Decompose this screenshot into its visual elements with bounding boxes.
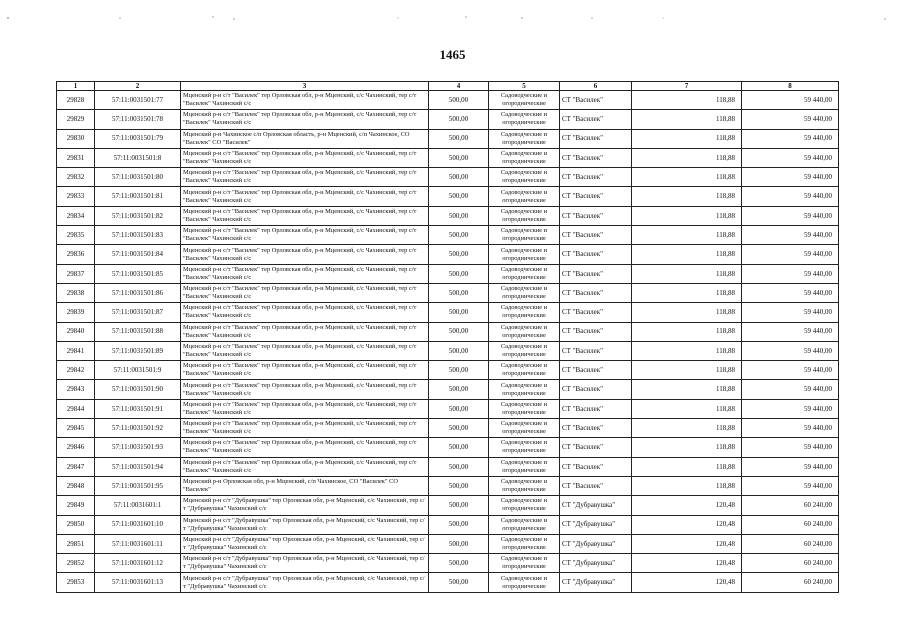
unit-value-cell: 118,88 xyxy=(632,419,742,438)
table-row xyxy=(57,168,839,187)
land-use-cell: Садоводческие и огороднические xyxy=(489,380,560,399)
table-row xyxy=(57,554,839,573)
cadastral-number: 57:11:0031601:1 xyxy=(95,496,181,515)
cadastral-number: 57:11:0031501:78 xyxy=(95,110,181,129)
address-cell: Мценский р-н с/т "Василек" тер Орловская обл, р-н Мценский, с/с Чахинский, тер с/т "Василек" Чахинский с/с xyxy=(181,245,429,264)
cadastral-number: 57:11:0031501:86 xyxy=(95,283,181,302)
address-cell: Мценский р-н Чахинское с/п Орловская область, р-н Мценский, с/п Чахинское, СО "Василек" СО "Василек" xyxy=(181,129,429,148)
organization-cell: СТ "Василек" xyxy=(560,380,632,399)
row-number: 29835 xyxy=(57,226,95,245)
unit-value-cell: 118,88 xyxy=(632,245,742,264)
row-number: 29834 xyxy=(57,206,95,225)
area-cell: 500,00 xyxy=(429,419,489,438)
row-number: 29850 xyxy=(57,515,95,534)
cadastral-number: 57:11:0031601:12 xyxy=(95,554,181,573)
land-use-cell: Садоводческие и огороднические xyxy=(489,419,560,438)
land-use-cell: Садоводческие и огороднические xyxy=(489,496,560,515)
land-use-cell: Садоводческие и огороднические xyxy=(489,187,560,206)
table-row xyxy=(57,476,839,495)
land-use-cell: Садоводческие и огороднические xyxy=(489,148,560,167)
cadastral-value-cell: 59 440,00 xyxy=(742,303,839,322)
land-use-cell: Садоводческие и огороднические xyxy=(489,361,560,380)
organization-cell: СТ "Василек" xyxy=(560,322,632,341)
cadastral-number: 57:11:0031601:11 xyxy=(95,534,181,553)
unit-value-cell: 118,88 xyxy=(632,129,742,148)
cadastral-value-cell: 59 440,00 xyxy=(742,399,839,418)
column-header: 4 xyxy=(429,82,489,91)
area-cell: 500,00 xyxy=(429,110,489,129)
area-cell: 500,00 xyxy=(429,303,489,322)
organization-cell: СТ "Василек" xyxy=(560,399,632,418)
table-header-row xyxy=(57,82,839,91)
organization-cell: СТ "Василек" xyxy=(560,187,632,206)
cadastral-value-cell: 59 440,00 xyxy=(742,148,839,167)
cadastral-value-cell: 59 440,00 xyxy=(742,476,839,495)
address-cell: Мценский р-н с/т "Василек" тер Орловская обл, р-н Мценский, с/с Чахинский, тер с/т "Василек" Чахинский с/с xyxy=(181,457,429,476)
cadastral-value-cell: 59 440,00 xyxy=(742,283,839,302)
cadastral-value-cell: 59 440,00 xyxy=(742,361,839,380)
row-number: 29848 xyxy=(57,476,95,495)
address-cell: Мценский р-н с/т "Василек" тер Орловская обл, р-н Мценский, с/с Чахинский, тер с/т "Василек" Чахинский с/с xyxy=(181,110,429,129)
row-number: 29841 xyxy=(57,341,95,360)
area-cell: 500,00 xyxy=(429,554,489,573)
table-row xyxy=(57,341,839,360)
row-number: 29846 xyxy=(57,438,95,457)
cadastral-number: 57:11:0031501:91 xyxy=(95,399,181,418)
cadastral-number: 57:11:0031601:10 xyxy=(95,515,181,534)
organization-cell: СТ "Дубравушка" xyxy=(560,496,632,515)
address-cell: Мценский р-н с/т "Василек" тер Орловская обл, р-н Мценский, с/с Чахинский, тер с/т "Василек" Чахинский с/с xyxy=(181,341,429,360)
address-cell: Мценский р-н с/т "Дубравушка" тер Орловская обл, р-н Мценский, с/с Чахинский, тер с/т "Дубравушка" Чахинский с/с xyxy=(181,496,429,515)
organization-cell: СТ "Василек" xyxy=(560,457,632,476)
cadastral-number: 57:11:0031501:8 xyxy=(95,148,181,167)
land-use-cell: Садоводческие и огороднические xyxy=(489,206,560,225)
land-use-cell: Садоводческие и огороднические xyxy=(489,341,560,360)
column-header: 8 xyxy=(742,82,839,91)
page-number: 1465 xyxy=(439,47,466,62)
land-use-cell: Садоводческие и огороднические xyxy=(489,168,560,187)
cadastral-value-cell: 60 240,00 xyxy=(742,534,839,553)
row-number: 29840 xyxy=(57,322,95,341)
unit-value-cell: 118,88 xyxy=(632,206,742,225)
land-use-cell: Садоводческие и огороднические xyxy=(489,322,560,341)
unit-value-cell: 118,88 xyxy=(632,91,742,110)
area-cell: 500,00 xyxy=(429,534,489,553)
row-number: 29837 xyxy=(57,264,95,283)
table-row xyxy=(57,322,839,341)
cadastral-value-cell: 59 440,00 xyxy=(742,91,839,110)
row-number: 29828 xyxy=(57,91,95,110)
area-cell: 500,00 xyxy=(429,438,489,457)
cadastral-number: 57:11:0031501:88 xyxy=(95,322,181,341)
row-number: 29829 xyxy=(57,110,95,129)
row-number: 29845 xyxy=(57,419,95,438)
table-row xyxy=(57,129,839,148)
address-cell: Мценский р-н с/т "Василек" тер Орловская обл, р-н Мценский, с/с Чахинский, тер с/т "Василек" Чахинский с/с xyxy=(181,361,429,380)
scan-specks xyxy=(0,14,905,22)
organization-cell: СТ "Василек" xyxy=(560,264,632,283)
row-number: 29839 xyxy=(57,303,95,322)
table-row xyxy=(57,283,839,302)
organization-cell: СТ "Василек" xyxy=(560,129,632,148)
cadastral-number: 57:11:0031501:85 xyxy=(95,264,181,283)
unit-value-cell: 118,88 xyxy=(632,303,742,322)
area-cell: 500,00 xyxy=(429,148,489,167)
table-row xyxy=(57,206,839,225)
row-number: 29853 xyxy=(57,573,95,592)
area-cell: 500,00 xyxy=(429,187,489,206)
cadastral-value-cell: 59 440,00 xyxy=(742,168,839,187)
table-row xyxy=(57,245,839,264)
area-cell: 500,00 xyxy=(429,168,489,187)
area-cell: 500,00 xyxy=(429,264,489,283)
row-number: 29844 xyxy=(57,399,95,418)
organization-cell: СТ "Василек" xyxy=(560,361,632,380)
organization-cell: СТ "Василек" xyxy=(560,168,632,187)
table-row xyxy=(57,457,839,476)
unit-value-cell: 118,88 xyxy=(632,457,742,476)
organization-cell: СТ "Василек" xyxy=(560,438,632,457)
land-use-cell: Садоводческие и огороднические xyxy=(489,399,560,418)
area-cell: 500,00 xyxy=(429,245,489,264)
area-cell: 500,00 xyxy=(429,399,489,418)
cadastral-number: 57:11:0031501:84 xyxy=(95,245,181,264)
table-row xyxy=(57,419,839,438)
address-cell: Мценский р-н с/т "Василек" тер Орловская обл, р-н Мценский, с/с Чахинский, тер с/т "Василек" Чахинский с/с xyxy=(181,322,429,341)
cadastral-number: 57:11:0031601:13 xyxy=(95,573,181,592)
address-cell: Мценский р-н с/т "Василек" тер Орловская обл, р-н Мценский, с/с Чахинский, тер с/т "Василек" Чахинский с/с xyxy=(181,438,429,457)
land-use-cell: Садоводческие и огороднические xyxy=(489,438,560,457)
table-row xyxy=(57,534,839,553)
unit-value-cell: 118,88 xyxy=(632,380,742,399)
area-cell: 500,00 xyxy=(429,226,489,245)
organization-cell: СТ "Дубравушка" xyxy=(560,573,632,592)
area-cell: 500,00 xyxy=(429,496,489,515)
unit-value-cell: 118,88 xyxy=(632,341,742,360)
table-row xyxy=(57,264,839,283)
cadastral-value-cell: 60 240,00 xyxy=(742,496,839,515)
area-cell: 500,00 xyxy=(429,206,489,225)
cadastral-value-cell: 59 440,00 xyxy=(742,187,839,206)
area-cell: 500,00 xyxy=(429,322,489,341)
address-cell: Мценский р-н с/т "Дубравушка" тер Орловская обл, р-н Мценский, с/с Чахинский, тер с/т "Дубравушка" Чахинский с/с xyxy=(181,554,429,573)
address-cell: Мценский р-н с/т "Василек" тер Орловская обл, р-н Мценский, с/с Чахинский, тер с/т "Василек" Чахинский с/с xyxy=(181,148,429,167)
row-number: 29849 xyxy=(57,496,95,515)
cadastral-number: 57:11:0031501:80 xyxy=(95,168,181,187)
cadastral-value-cell: 60 240,00 xyxy=(742,573,839,592)
unit-value-cell: 118,88 xyxy=(632,283,742,302)
land-use-cell: Садоводческие и огороднические xyxy=(489,554,560,573)
row-number: 29842 xyxy=(57,361,95,380)
cadastral-number: 57:11:0031501:87 xyxy=(95,303,181,322)
address-cell: Мценский р-н с/т "Василек" тер Орловская обл, р-н Мценский, с/с Чахинский, тер с/т "Василек" Чахинский с/с xyxy=(181,226,429,245)
address-cell: Мценский р-н с/т "Дубравушка" тер Орловская обл, р-н Мценский, с/с Чахинский, тер с/т "Дубравушка" Чахинский с/с xyxy=(181,573,429,592)
column-header: 6 xyxy=(560,82,632,91)
row-number: 29852 xyxy=(57,554,95,573)
table-row xyxy=(57,361,839,380)
column-header: 7 xyxy=(632,82,742,91)
column-header: 2 xyxy=(95,82,181,91)
table-row xyxy=(57,573,839,592)
table-row xyxy=(57,110,839,129)
row-number: 29831 xyxy=(57,148,95,167)
area-cell: 500,00 xyxy=(429,573,489,592)
organization-cell: СТ "Василек" xyxy=(560,206,632,225)
unit-value-cell: 118,88 xyxy=(632,168,742,187)
cadastral-value-cell: 59 440,00 xyxy=(742,341,839,360)
table-row xyxy=(57,91,839,110)
land-use-cell: Садоводческие и огороднические xyxy=(489,264,560,283)
column-header: 1 xyxy=(57,82,95,91)
cadastral-value-cell: 59 440,00 xyxy=(742,226,839,245)
row-number: 29847 xyxy=(57,457,95,476)
land-use-cell: Садоводческие и огороднические xyxy=(489,534,560,553)
land-use-cell: Садоводческие и огороднические xyxy=(489,476,560,495)
unit-value-cell: 118,88 xyxy=(632,226,742,245)
address-cell: Мценский р-н с/т "Василек" тер Орловская обл, р-н Мценский, с/с Чахинский, тер с/т "Василек" Чахинский с/с xyxy=(181,419,429,438)
area-cell: 500,00 xyxy=(429,341,489,360)
organization-cell: СТ "Василек" xyxy=(560,341,632,360)
cadastral-number: 57:11:0031501:82 xyxy=(95,206,181,225)
cadastral-value-cell: 59 440,00 xyxy=(742,380,839,399)
area-cell: 500,00 xyxy=(429,476,489,495)
unit-value-cell: 118,88 xyxy=(632,322,742,341)
table-body xyxy=(57,91,839,593)
cadastral-value-cell: 59 440,00 xyxy=(742,264,839,283)
table-row xyxy=(57,226,839,245)
cadastral-number: 57:11:0031501:79 xyxy=(95,129,181,148)
organization-cell: СТ "Дубравушка" xyxy=(560,554,632,573)
organization-cell: СТ "Василек" xyxy=(560,110,632,129)
unit-value-cell: 118,88 xyxy=(632,438,742,457)
cadastral-value-cell: 59 440,00 xyxy=(742,419,839,438)
land-use-cell: Садоводческие и огороднические xyxy=(489,110,560,129)
cadastral-value-cell: 60 240,00 xyxy=(742,515,839,534)
area-cell: 500,00 xyxy=(429,91,489,110)
organization-cell: СТ "Дубравушка" xyxy=(560,534,632,553)
organization-cell: СТ "Василек" xyxy=(560,245,632,264)
unit-value-cell: 118,88 xyxy=(632,264,742,283)
row-number: 29838 xyxy=(57,283,95,302)
cadastral-value-cell: 59 440,00 xyxy=(742,438,839,457)
row-number: 29851 xyxy=(57,534,95,553)
unit-value-cell: 120,48 xyxy=(632,554,742,573)
table-row xyxy=(57,303,839,322)
organization-cell: СТ "Василек" xyxy=(560,476,632,495)
address-cell: Мценский р-н с/т "Василек" тер Орловская обл, р-н Мценский, с/с Чахинский, тер с/т "Василек" Чахинский с/с xyxy=(181,283,429,302)
address-cell: Мценский р-н с/т "Василек" тер Орловская обл, р-н Мценский, с/с Чахинский, тер с/т "Василек" Чахинский с/с xyxy=(181,187,429,206)
land-use-cell: Садоводческие и огороднические xyxy=(489,573,560,592)
organization-cell: СТ "Василек" xyxy=(560,91,632,110)
land-use-cell: Садоводческие и огороднические xyxy=(489,283,560,302)
column-header: 5 xyxy=(489,82,560,91)
row-number: 29830 xyxy=(57,129,95,148)
unit-value-cell: 120,48 xyxy=(632,573,742,592)
cadastral-number: 57:11:0031501:77 xyxy=(95,91,181,110)
unit-value-cell: 118,88 xyxy=(632,187,742,206)
cadastral-number: 57:11:0031501:94 xyxy=(95,457,181,476)
organization-cell: СТ "Василек" xyxy=(560,283,632,302)
cadastral-number: 57:11:0031501:9 xyxy=(95,361,181,380)
area-cell: 500,00 xyxy=(429,515,489,534)
organization-cell: СТ "Василек" xyxy=(560,148,632,167)
unit-value-cell: 120,48 xyxy=(632,515,742,534)
land-plots-table xyxy=(56,81,839,593)
cadastral-value-cell: 59 440,00 xyxy=(742,110,839,129)
organization-cell: СТ "Василек" xyxy=(560,303,632,322)
land-use-cell: Садоводческие и огороднические xyxy=(489,129,560,148)
cadastral-number: 57:11:0031501:93 xyxy=(95,438,181,457)
cadastral-number: 57:11:0031501:83 xyxy=(95,226,181,245)
table-row xyxy=(57,496,839,515)
row-number: 29833 xyxy=(57,187,95,206)
organization-cell: СТ "Василек" xyxy=(560,226,632,245)
land-use-cell: Садоводческие и огороднические xyxy=(489,226,560,245)
address-cell: Мценский р-н с/т "Василек" тер Орловская обл, р-н Мценский, с/с Чахинский, тер с/т "Василек" Чахинский с/с xyxy=(181,264,429,283)
area-cell: 500,00 xyxy=(429,457,489,476)
address-cell: Мценский р-н с/т "Дубравушка" тер Орловская обл, р-н Мценский, с/с Чахинский, тер с/т "Дубравушка" Чахинский с/с xyxy=(181,534,429,553)
cadastral-number: 57:11:0031501:92 xyxy=(95,419,181,438)
table-row xyxy=(57,187,839,206)
row-number: 29836 xyxy=(57,245,95,264)
unit-value-cell: 118,88 xyxy=(632,476,742,495)
table-row xyxy=(57,380,839,399)
table-row xyxy=(57,438,839,457)
organization-cell: СТ "Дубравушка" xyxy=(560,515,632,534)
land-use-cell: Садоводческие и огороднические xyxy=(489,457,560,476)
address-cell: Мценский р-н с/т "Василек" тер Орловская обл, р-н Мценский, с/с Чахинский, тер с/т "Василек" Чахинский с/с xyxy=(181,168,429,187)
organization-cell: СТ "Василек" xyxy=(560,419,632,438)
address-cell: Мценский р-н с/т "Василек" тер Орловская обл, р-н Мценский, с/с Чахинский, тер с/т "Василек" Чахинский с/с xyxy=(181,91,429,110)
address-cell: Мценский р-н с/т "Василек" тер Орловская обл, р-н Мценский, с/с Чахинский, тер с/т "Василек" Чахинский с/с xyxy=(181,303,429,322)
address-cell: Мценский р-н Орловская обл, р-н Мценский, с/п Чахинское, СО "Василек" СО "Василек" xyxy=(181,476,429,495)
area-cell: 500,00 xyxy=(429,361,489,380)
row-number: 29843 xyxy=(57,380,95,399)
cadastral-number: 57:11:0031501:95 xyxy=(95,476,181,495)
cadastral-value-cell: 59 440,00 xyxy=(742,322,839,341)
row-number: 29832 xyxy=(57,168,95,187)
cadastral-value-cell: 59 440,00 xyxy=(742,245,839,264)
cadastral-value-cell: 59 440,00 xyxy=(742,129,839,148)
column-header: 3 xyxy=(181,82,429,91)
area-cell: 500,00 xyxy=(429,380,489,399)
cadastral-number: 57:11:0031501:89 xyxy=(95,341,181,360)
land-use-cell: Садоводческие и огороднические xyxy=(489,91,560,110)
land-use-cell: Садоводческие и огороднические xyxy=(489,303,560,322)
cadastral-value-cell: 59 440,00 xyxy=(742,457,839,476)
land-use-cell: Садоводческие и огороднические xyxy=(489,245,560,264)
area-cell: 500,00 xyxy=(429,129,489,148)
cadastral-value-cell: 59 440,00 xyxy=(742,206,839,225)
table-row xyxy=(57,399,839,418)
address-cell: Мценский р-н с/т "Василек" тер Орловская обл, р-н Мценский, с/с Чахинский, тер с/т "Василек" Чахинский с/с xyxy=(181,399,429,418)
unit-value-cell: 120,48 xyxy=(632,534,742,553)
area-cell: 500,00 xyxy=(429,283,489,302)
unit-value-cell: 118,88 xyxy=(632,110,742,129)
unit-value-cell: 118,88 xyxy=(632,148,742,167)
table-row xyxy=(57,148,839,167)
cadastral-value-cell: 60 240,00 xyxy=(742,554,839,573)
table-row xyxy=(57,515,839,534)
address-cell: Мценский р-н с/т "Василек" тер Орловская обл, р-н Мценский, с/с Чахинский, тер с/т "Василек" Чахинский с/с xyxy=(181,380,429,399)
unit-value-cell: 118,88 xyxy=(632,361,742,380)
land-use-cell: Садоводческие и огороднические xyxy=(489,515,560,534)
unit-value-cell: 120,48 xyxy=(632,496,742,515)
cadastral-number: 57:11:0031501:90 xyxy=(95,380,181,399)
unit-value-cell: 118,88 xyxy=(632,399,742,418)
address-cell: Мценский р-н с/т "Василек" тер Орловская обл, р-н Мценский, с/с Чахинский, тер с/т "Василек" Чахинский с/с xyxy=(181,206,429,225)
address-cell: Мценский р-н с/т "Дубравушка" тер Орловская обл, р-н Мценский, с/с Чахинский, тер с/т "Дубравушка" Чахинский с/с xyxy=(181,515,429,534)
cadastral-number: 57:11:0031501:81 xyxy=(95,187,181,206)
